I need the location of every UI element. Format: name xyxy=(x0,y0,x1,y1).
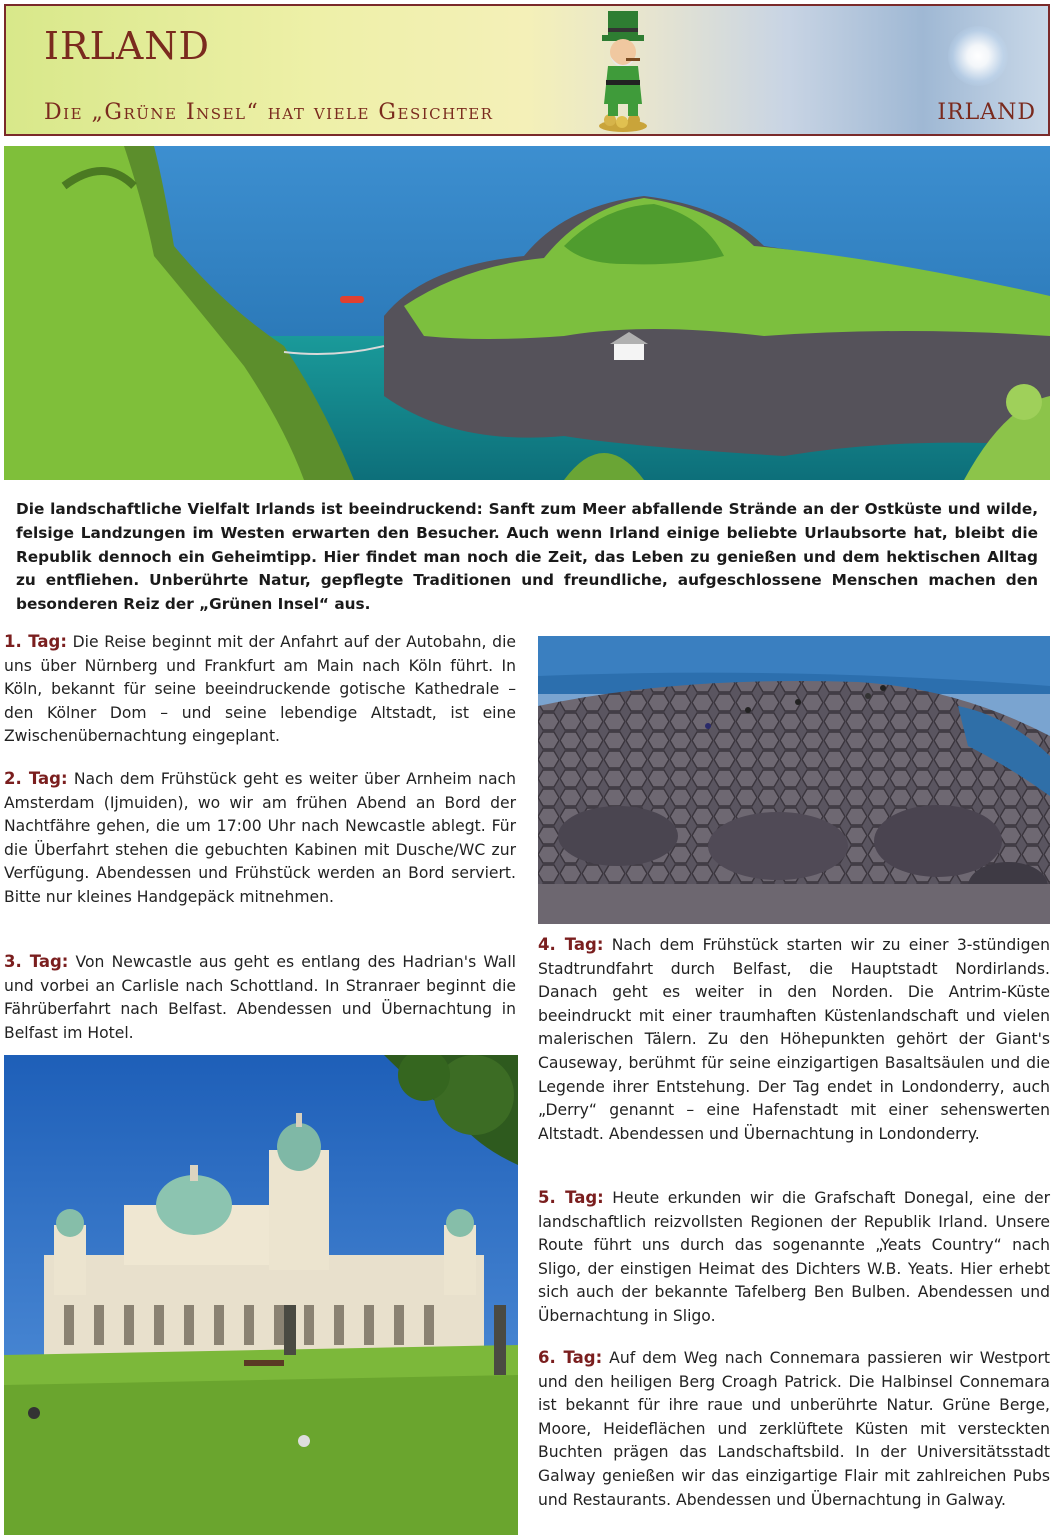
day-text: Die Reise beginnt mit der Anfahrt auf der Autobahn, die uns über Nürnberg und Frankfurt am Main nach Köln führt. In Köln, bekannt für seine beeindruckende gotische Kathedrale – den Kölner Dom – und seine lebendige Altstadt, ist eine Zwischenübernachtung eingeplant. xyxy=(4,633,516,746)
day-text: Von Newcastle aus geht es entlang des Hadrian's Wall und vorbei an Carlisle nach Schottland. In Stranraer beginnt die Fährüberfahrt nach Belfast. Abendessen und Übernachtung in Belfast im Hotel. xyxy=(4,953,516,1042)
day-text: Auf dem Weg nach Connemara passieren wir Westport und den heiligen Berg Croagh Patrick. Die Halbinsel Connemara ist bekannt für ihre raue und unberührte Natur. Grüne Berge, Moore, Heideflächen und zerklüftete Küsten mit versteckten Buchten prägen das Landschaftsbild. In der Universitätsstadt Galway genießen wir das einzigartige Flair mit zahlreichen Pubs und Restaurants. Abendessen und Übernachtung in Galway. xyxy=(538,1349,1050,1509)
day-label: 2. Tag: xyxy=(4,769,68,788)
corner-label: IRLAND xyxy=(937,100,1036,125)
day-text: Heute erkunden wir die Grafschaft Donegal, eine der landschaftlich reizvollsten Regionen der Republik Irland. Unsere Route führt uns durch das sogenannte „Yeats Country“ nach Sligo, der einstigen Heimat des Dichters W.B. Yeats. Hier erhebt sich auch der bekannte Tafelberg Ben Bulben. Abendessen und Übernachtung in Sligo. xyxy=(538,1189,1050,1325)
day-3 xyxy=(4,950,516,1045)
day-label: 4. Tag: xyxy=(538,935,604,954)
day-label: 5. Tag: xyxy=(538,1188,604,1207)
city-hall-photo xyxy=(4,1055,518,1535)
day-label: 3. Tag: xyxy=(4,952,69,971)
day-6 xyxy=(538,1346,1050,1512)
coast-photo xyxy=(4,146,1050,480)
header-banner xyxy=(4,4,1050,136)
day-text: Nach dem Frühstück starten wir zu einer 3-stündigen Stadtrundfahrt durch Belfast, die Hauptstadt Nordirlands. Danach geht es weiter in den Norden. Die Antrim-Küste beeindruckt mit einer traumhaften Küstenlandschaft und vielen malerischen Tälern. Zu den Höhepunkten gehört der Giant's Causeway, berühmt für seine einzigartigen Basaltsäulen und die Legende ihrer Entstehung. Der Tag endet in Londonderry, auch „Derry“ genannt – eine Hafenstadt mit einer sehenswerten Altstadt. Abendessen und Übernachtung in Londonderry. xyxy=(538,936,1050,1143)
day-label: 6. Tag: xyxy=(538,1348,603,1367)
sun-glare xyxy=(948,26,1008,86)
leprechaun-illustration xyxy=(588,8,658,134)
intro-paragraph: Die landschaftliche Vielfalt Irlands ist beeindruckend: Sanft zum Meer abfallende Strände an der Ostküste und wilde, felsige Landzungen im Westen erwarten den Besucher. Auch wenn Irland einige beliebte Urlaubsorte hat, bleibt die Republik dennoch ein Geheimtipp. Hier findet man noch die Zeit, das Leben zu genießen und dem hektischen Alltag zu entfliehen. Unberührte Natur, gepflegte Traditionen und freundliche, aufgeschlossene Menschen machen den besonderen Reiz der „Grünen Insel“ aus. xyxy=(16,500,1038,614)
page-subtitle: Die „Grüne Insel“ hat viele Gesichter xyxy=(44,100,494,125)
day-2 xyxy=(4,767,516,910)
causeway-photo xyxy=(538,636,1050,924)
day-5 xyxy=(538,1186,1050,1329)
day-4 xyxy=(538,933,1050,1146)
day-1 xyxy=(4,630,516,749)
page-title: IRLAND xyxy=(44,24,211,68)
day-text: Nach dem Frühstück geht es weiter über Arnheim nach Amsterdam (Ijmuiden), wo wir am frühen Abend an Bord der Nachtfähre gehen, die um 17:00 Uhr nach Newcastle ablegt. Für die Überfahrt stehen die gebuchten Kabinen mit Dusche/WC zur Verfügung. Abendessen und Frühstück werden an Bord serviert. Bitte nur kleines Handgepäck mitnehmen. xyxy=(4,770,516,906)
day-label: 1. Tag: xyxy=(4,632,67,651)
